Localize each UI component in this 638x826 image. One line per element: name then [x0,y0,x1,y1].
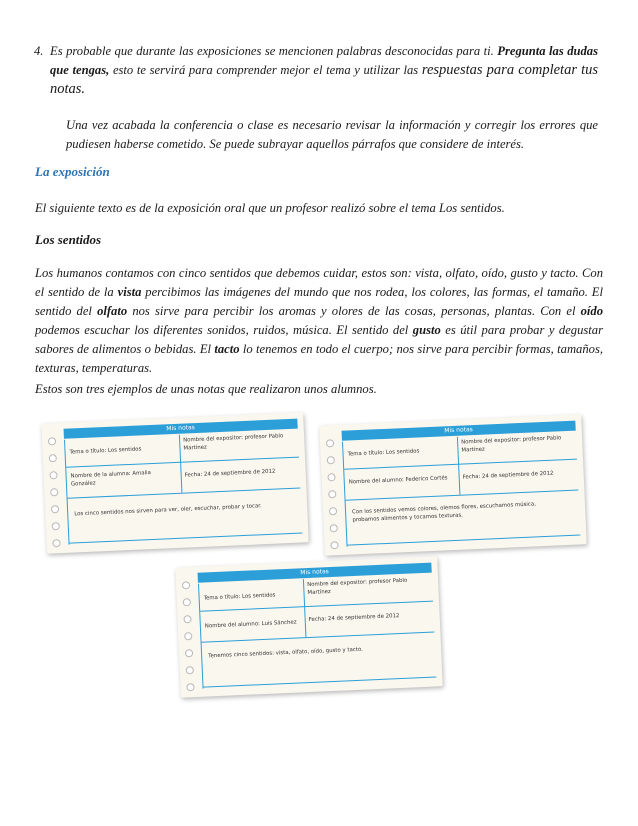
card-rule-line [202,632,435,643]
intro-paragraph: El siguiente texto es de la exposición oral que un profesor realizó sobre el tema Los sentidos. [35,201,505,215]
section-heading: La exposición [35,164,110,179]
card-grid [342,432,580,547]
card-rule-line [68,488,301,499]
card-tema: Tema o título: Los sentidos [203,592,276,602]
binder-hole [330,524,338,532]
binder-hole [48,437,56,445]
card-grid [198,574,436,689]
card-fecha: Fecha: 24 de septiembre de 2012 [462,470,554,481]
binder-holes [48,437,61,556]
subheading: Los sentidos [35,232,102,247]
card-notas: Con los sentidos vemos colores, olemos flores, escuchamos música, probamos alimentos y tocamos texturas. [351,501,536,523]
card-rule-line [457,437,461,495]
body-text: podemos escuchar los diferentes sonidos, ruidos, música. El sentido del [35,323,409,337]
card-tema: Tema o título: Los sentidos [69,446,142,456]
binder-hole [184,632,192,640]
card-rule-line [348,534,581,545]
binder-hole [49,471,57,479]
body-text: nos sirve para percibir los aromas y olores de las cosas, personas, plantas. Con el [132,304,576,318]
body-text: percibimos las imágenes del mundo que nos rodea, los colores, las formas, el tamaño. El sentido del [35,285,603,318]
binder-hole [328,490,336,498]
binder-hole [185,649,193,657]
card-rule-line [303,579,307,637]
binder-hole [327,456,335,464]
binder-holes [326,439,339,558]
binder-hole [326,439,334,447]
body-text: lo tenemos en todo el cuerpo; nos sirve para percibir formas, tamaños, texturas, temperaturas. [35,342,603,375]
body-text: es útil para probar y degustar sabores de alimentos o bebidas. El [35,323,603,356]
binder-hole [182,581,190,589]
keyword-tacto: tacto [214,342,240,356]
binder-hole [51,505,59,513]
binder-hole [52,539,60,547]
card-grid [64,430,302,545]
keyword-olfato: olfato [97,304,128,318]
body-paragraph [35,264,603,378]
card-rule-line [346,490,579,501]
notes-card-3 [175,556,442,697]
keyword-oido: oído [580,304,603,318]
card-alumno: Nombre del alumno: Federico Cortés [348,475,448,486]
binder-hole [52,522,60,530]
binder-holes [182,581,195,700]
binder-hole [186,666,194,674]
binder-hole [186,683,194,691]
keyword-vista: vista [117,285,142,299]
card-expositor: Nombre del expositor: profesor Pablo Martínez [183,433,284,452]
binder-hole [330,541,338,549]
list-number: 4. [34,44,44,58]
body-text: Los humanos contamos con cinco sentidos que debemos cuidar, estos son: vista, olfato, oído, gusto y tacto. Con el sentido de la [35,266,603,299]
keyword-gusto: gusto [412,323,441,337]
binder-hole [50,488,58,496]
card-fecha: Fecha: 24 de septiembre de 2012 [308,613,400,624]
item4-bold: Pregunta las dudas que tengas, [50,44,598,77]
card-notas: Los cinco sentidos nos sirven para ver, oler, escuchar, probar y tocar. [74,503,262,518]
card-title: Mis notas [166,424,196,433]
card-tema: Tema o título: Los sentidos [347,448,420,458]
binder-hole [329,507,337,515]
card-expositor: Nombre del expositor: profesor Pablo Martínez [307,577,408,596]
card-rule-line [179,435,183,493]
card-alumno: Nombre de la alumna: Amalia González [70,470,152,488]
card-fecha: Fecha: 24 de septiembre de 2012 [184,468,276,479]
card-notas: Tenemos cinco sentidos: vista, olfato, oído, gusto y tacto. [208,646,363,660]
notes-card-1 [41,412,308,553]
binder-hole [183,598,191,606]
binder-hole [327,473,335,481]
card-rule-line [66,457,299,468]
binder-hole [49,454,57,462]
card-title: Mis notas [300,568,330,577]
card-rule-line [70,532,303,543]
item4-text-2: esto te servirá para comprender mejor el tema y utilizar las [112,63,419,77]
list-item-4 [34,42,599,99]
item4-text: Es probable que durante las exposiciones se mencionen palabras desconocidas para ti. [50,44,494,58]
card-rule-line [344,459,577,470]
card-expositor: Nombre del expositor: profesor Pablo Martínez [461,435,562,454]
item4-big-text: respuestas para completar tus notas. [50,62,599,97]
notes-card-2 [319,414,586,555]
item4-note: Una vez acabada la conferencia o clase es necesario revisar la información y corregir los errores que pudiesen haberse cometido. Se puede subrayar aquellos párrafos que considere de interés. [66,118,598,151]
closing-paragraph: Estos son tres ejemplos de unas notas que realizaron unos alumnos. [35,382,377,396]
card-alumno: Nombre del alumno: Luis Sánchez [204,619,297,630]
card-rule-line [200,601,433,612]
card-title: Mis notas [444,426,474,435]
card-rule-line [204,676,437,687]
binder-hole [183,615,191,623]
